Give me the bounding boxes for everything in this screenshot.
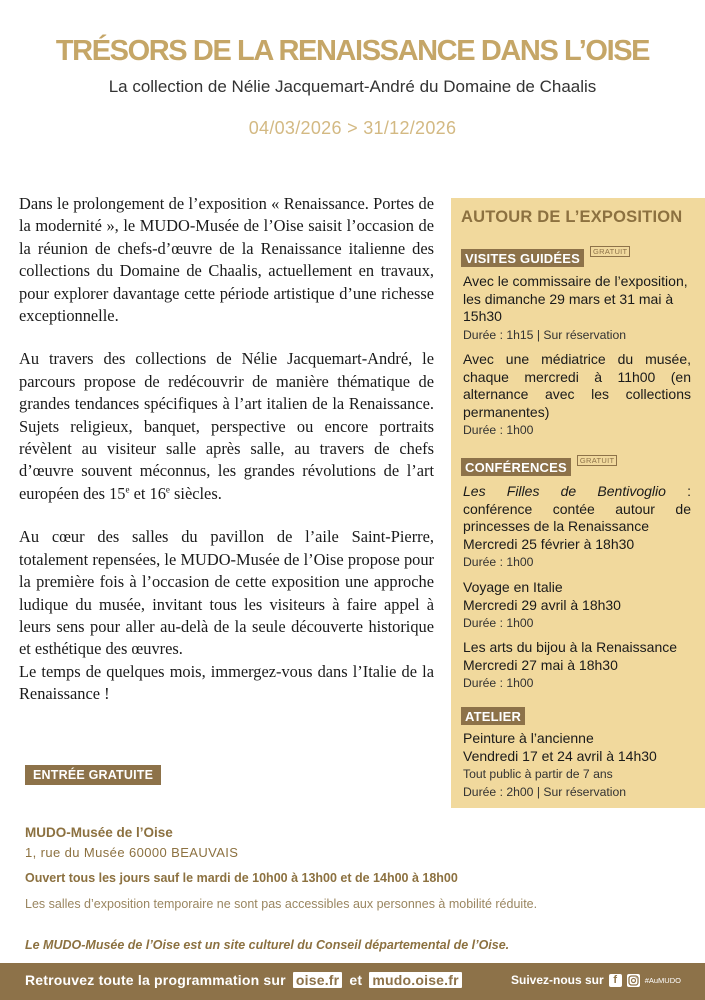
footer-prefix: Retrouvez toute la programmation sur bbox=[25, 972, 286, 988]
paragraph-4: Le temps de quelques mois, immergez-vous dans l’Italie de la Renaissance ! bbox=[19, 661, 434, 704]
exhibition-dates: 04/03/2026 > 31/12/2026 bbox=[248, 118, 457, 138]
link-mudo[interactable]: mudo.oise.fr bbox=[369, 972, 461, 988]
paragraph-2-mid: et 16 bbox=[129, 483, 166, 503]
free-entry-badge: ENTRÉE GRATUITE bbox=[25, 765, 161, 785]
body-text bbox=[19, 193, 434, 727]
paragraph-3: Au cœur des salles du pavillon de l’aile Saint-Pierre, totalement repensées, le MUDO-Musée de l’Oise propose pour la première fois à l’occasion de cette exposition une approche ludique du musée, invitant tous les visiteurs à faire appel à leurs sens pour aller au-delà de la seule découverte historique et esthétique des œuvres. bbox=[19, 527, 434, 659]
visite-item-1 bbox=[463, 273, 691, 344]
conference-2-meta: Durée : 1h00 bbox=[463, 616, 534, 630]
museum-address: 1, rue du Musée 60000 BEAUVAIS bbox=[25, 845, 239, 860]
sup-16: e bbox=[165, 484, 170, 495]
atelier-title: Peinture à l’ancienne bbox=[463, 730, 594, 746]
conseil-departemental-note: Le MUDO-Musée de l’Oise est un site culturel du Conseil départemental de l’Oise. bbox=[25, 938, 510, 952]
conference-1-title-italic: Les Filles de Bentivoglio bbox=[463, 483, 666, 499]
conference-1-date: Mercredi 25 février à 18h30 bbox=[463, 535, 635, 552]
footer-bar bbox=[0, 963, 705, 1000]
footer-and: et bbox=[349, 972, 363, 988]
conferences-tag: CONFÉRENCES bbox=[461, 458, 571, 476]
link-oise[interactable]: oise.fr bbox=[293, 972, 342, 988]
sidebar-heading: AUTOUR DE L’EXPOSITION bbox=[461, 208, 683, 226]
page-title: TRÉSORS DE LA RENAISSANCE DANS L’OISE bbox=[55, 35, 650, 67]
section-atelier bbox=[461, 707, 525, 725]
paragraph-1: Dans le prolongement de l’exposition « Renaissance. Portes de la modernité », le MUDO-Musée de l’Oise saisit l’occasion de la réunion de chefs-d’œuvre de la Renaissance italienne des collections du Domaine de Chaalis, actuellement en travaux, pour explorer davantage cette période artistique d’une richesse exceptionnelle. bbox=[19, 194, 434, 326]
conference-item-3 bbox=[463, 639, 691, 692]
conference-3-title: Les arts du bijou à la Renaissance bbox=[463, 639, 678, 655]
conference-2-date: Mercredi 29 avril à 18h30 bbox=[463, 596, 621, 613]
visite-2-text: Avec une médiatrice du musée, chaque mercredi à 11h00 (en alternance avec les collections permanentes) bbox=[463, 351, 691, 420]
conference-1-title-rest: : conférence contée autour de princesses de la Renaissance bbox=[463, 483, 691, 534]
events-sidebar bbox=[451, 198, 705, 808]
conference-item-2 bbox=[463, 579, 691, 632]
sup-15: e bbox=[125, 484, 130, 495]
conference-item-1 bbox=[463, 483, 691, 571]
section-conferences bbox=[461, 458, 617, 476]
footer-social bbox=[511, 973, 681, 987]
conference-3-meta: Durée : 1h00 bbox=[463, 676, 534, 690]
atelier-meta: Durée : 2h00 | Sur réservation bbox=[463, 785, 627, 799]
visite-1-text: Avec le commissaire de l’exposition, les dimanche 29 mars et 31 mai à 15h30 bbox=[463, 273, 688, 324]
conference-2-title: Voyage en Italie bbox=[463, 579, 563, 595]
paragraph-2 bbox=[19, 348, 434, 505]
atelier-item bbox=[463, 730, 691, 801]
museum-name: MUDO-Musée de l’Oise bbox=[25, 825, 173, 840]
conference-1-meta: Durée : 1h00 bbox=[463, 555, 534, 569]
opening-hours: Ouvert tous les jours sauf le mardi de 10h00 à 13h00 et de 14h00 à 18h00 bbox=[25, 871, 458, 885]
social-handle: #AuMUDO bbox=[644, 975, 681, 985]
paragraph-2-end: siècles. bbox=[169, 483, 222, 503]
visite-2-meta: Durée : 1h00 bbox=[463, 423, 534, 437]
follow-label: Suivez-nous sur bbox=[511, 973, 604, 987]
instagram-icon[interactable] bbox=[627, 974, 640, 987]
atelier-tag: ATELIER bbox=[461, 707, 525, 725]
visite-item-2 bbox=[463, 351, 691, 439]
page-subtitle: La collection de Nélie Jacquemart-André du Domaine de Chaalis bbox=[108, 77, 597, 96]
free-badge: GRATUIT bbox=[590, 246, 630, 257]
paragraph-2-text: Au travers des collections de Nélie Jacquemart-André, le parcours propose de redécouvrir de manière thématique de grandes tendances spécifiques à l’art italien de la Renaissance. Sujets religieux, banquet, perspective ou encore portraits révèlent au visiteur salle après salle, au travers de chefs d’œuvre souvent méconnus, les grandes révolutions de l’art européen des 15 bbox=[19, 349, 434, 503]
facebook-icon[interactable]: f bbox=[609, 974, 622, 987]
footer-programme bbox=[25, 972, 465, 988]
visites-tag: VISITES GUIDÉES bbox=[461, 249, 584, 267]
atelier-audience: Tout public à partir de 7 ans bbox=[463, 767, 613, 781]
visite-1-meta: Durée : 1h15 | Sur réservation bbox=[463, 327, 627, 342]
accessibility-note: Les salles d’exposition temporaire ne sont pas accessibles aux personnes à mobilité réduite. bbox=[25, 897, 538, 911]
atelier-date: Vendredi 17 et 24 avril à 14h30 bbox=[463, 747, 657, 764]
section-visites bbox=[461, 249, 630, 267]
conference-1-title bbox=[463, 483, 691, 536]
free-badge: GRATUIT bbox=[577, 455, 617, 466]
conference-3-date: Mercredi 27 mai à 18h30 bbox=[463, 656, 618, 673]
